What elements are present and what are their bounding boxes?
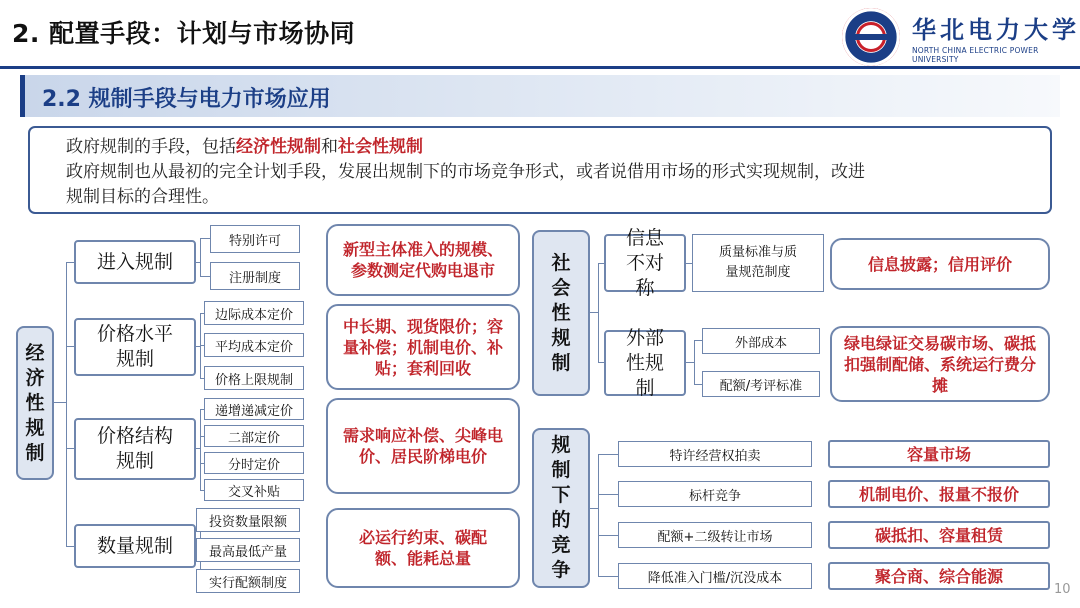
university-name-cn: 华北电力大学 [912, 15, 1080, 44]
item-investment-quota: 投资数量限额 [196, 508, 300, 532]
item-price-cap-regulation: 价格上限规制 [204, 366, 304, 390]
item-quota-evaluation-standard: 配额/考评标准 [702, 371, 820, 397]
note-capacity-market: 容量市场 [828, 440, 1050, 468]
item-two-part-pricing: 二部定价 [204, 425, 304, 447]
section-title: 2.2 规制手段与电力市场应用 [42, 87, 331, 112]
university-logo [842, 8, 900, 66]
note-price-level: 中长期、现货限价；容量补偿；机制电价、补贴；套利回收 [326, 304, 520, 390]
item-tiered-pricing: 递增递减定价 [204, 398, 304, 420]
item-cross-subsidy: 交叉补贴 [204, 479, 304, 501]
note-price-structure: 需求响应补偿、尖峰电价、居民阶梯电价 [326, 398, 520, 494]
category-quantity-regulation: 数量规制 [74, 524, 196, 568]
note-carbon-offset: 碳抵扣、容量租赁 [828, 521, 1050, 549]
item-special-license: 特别许可 [210, 225, 300, 253]
intro-line-3: 规制目标的合理性。 [66, 187, 219, 207]
intro-line-1 [66, 135, 423, 159]
intro-highlight-economic: 经济性规制 [236, 137, 321, 157]
note-quantity: 必运行约束、碳配额、能耗总量 [326, 508, 520, 588]
note-externality: 绿电绿证交易碳市场、碳抵扣强制配储、系统运行费分摊 [830, 326, 1050, 402]
page-title: 2. 配置手段：计划与市场协同 [12, 19, 356, 48]
note-mechanism-price: 机制电价、报量不报价 [828, 480, 1050, 508]
competition-under-regulation-label: 规制下的竞争 [532, 428, 590, 588]
note-entry-regulation: 新型主体准入的规模、参数测定代购电退市 [326, 224, 520, 296]
note-information: 信息披露；信用评价 [830, 238, 1050, 290]
note-aggregator: 聚合商、综合能源 [828, 562, 1050, 590]
header-divider [0, 66, 1080, 69]
item-registration-system: 注册制度 [210, 262, 300, 290]
intro-highlight-social: 社会性规制 [338, 137, 423, 157]
item-quota-system: 实行配额制度 [196, 569, 300, 593]
page-number: 10 [1054, 582, 1071, 597]
category-externality-regulation: 外部性规制 [604, 330, 686, 396]
item-quota-secondary-market: 配额+二级转让市场 [618, 522, 812, 548]
item-franchise-auction: 特许经营权拍卖 [618, 441, 812, 467]
item-output-limits: 最高最低产量 [196, 538, 300, 562]
intro-line-2: 政府规制也从最初的完全计划手段，发展出规制下的市场竞争形式，或者说借用市场的形式实现规制，改进 [66, 162, 865, 182]
item-average-cost-pricing: 平均成本定价 [204, 333, 304, 357]
item-time-of-use-pricing: 分时定价 [204, 452, 304, 474]
category-entry-regulation: 进入规制 [74, 240, 196, 284]
intro-text: 政府规制的手段，包括 [66, 137, 236, 157]
item-lower-entry-barriers: 降低准入门槛/沉没成本 [618, 563, 812, 589]
social-regulation-label: 社会性规制 [532, 230, 590, 396]
economic-regulation-label: 经济性规制 [16, 326, 54, 480]
category-information-asymmetry: 信息不对称 [604, 234, 686, 292]
item-marginal-cost-pricing: 边际成本定价 [204, 301, 304, 325]
item-external-cost: 外部成本 [702, 328, 820, 354]
category-price-structure-regulation: 价格结构规制 [74, 418, 196, 480]
item-quality-standards: 质量标准与质量规范制度 [692, 234, 824, 292]
intro-text: 和 [321, 137, 338, 157]
item-benchmark-competition: 标杆竞争 [618, 481, 812, 507]
category-price-level-regulation: 价格水平规制 [74, 318, 196, 376]
university-name-en: NORTH CHINA ELECTRIC POWER UNIVERSITY [912, 46, 1039, 64]
